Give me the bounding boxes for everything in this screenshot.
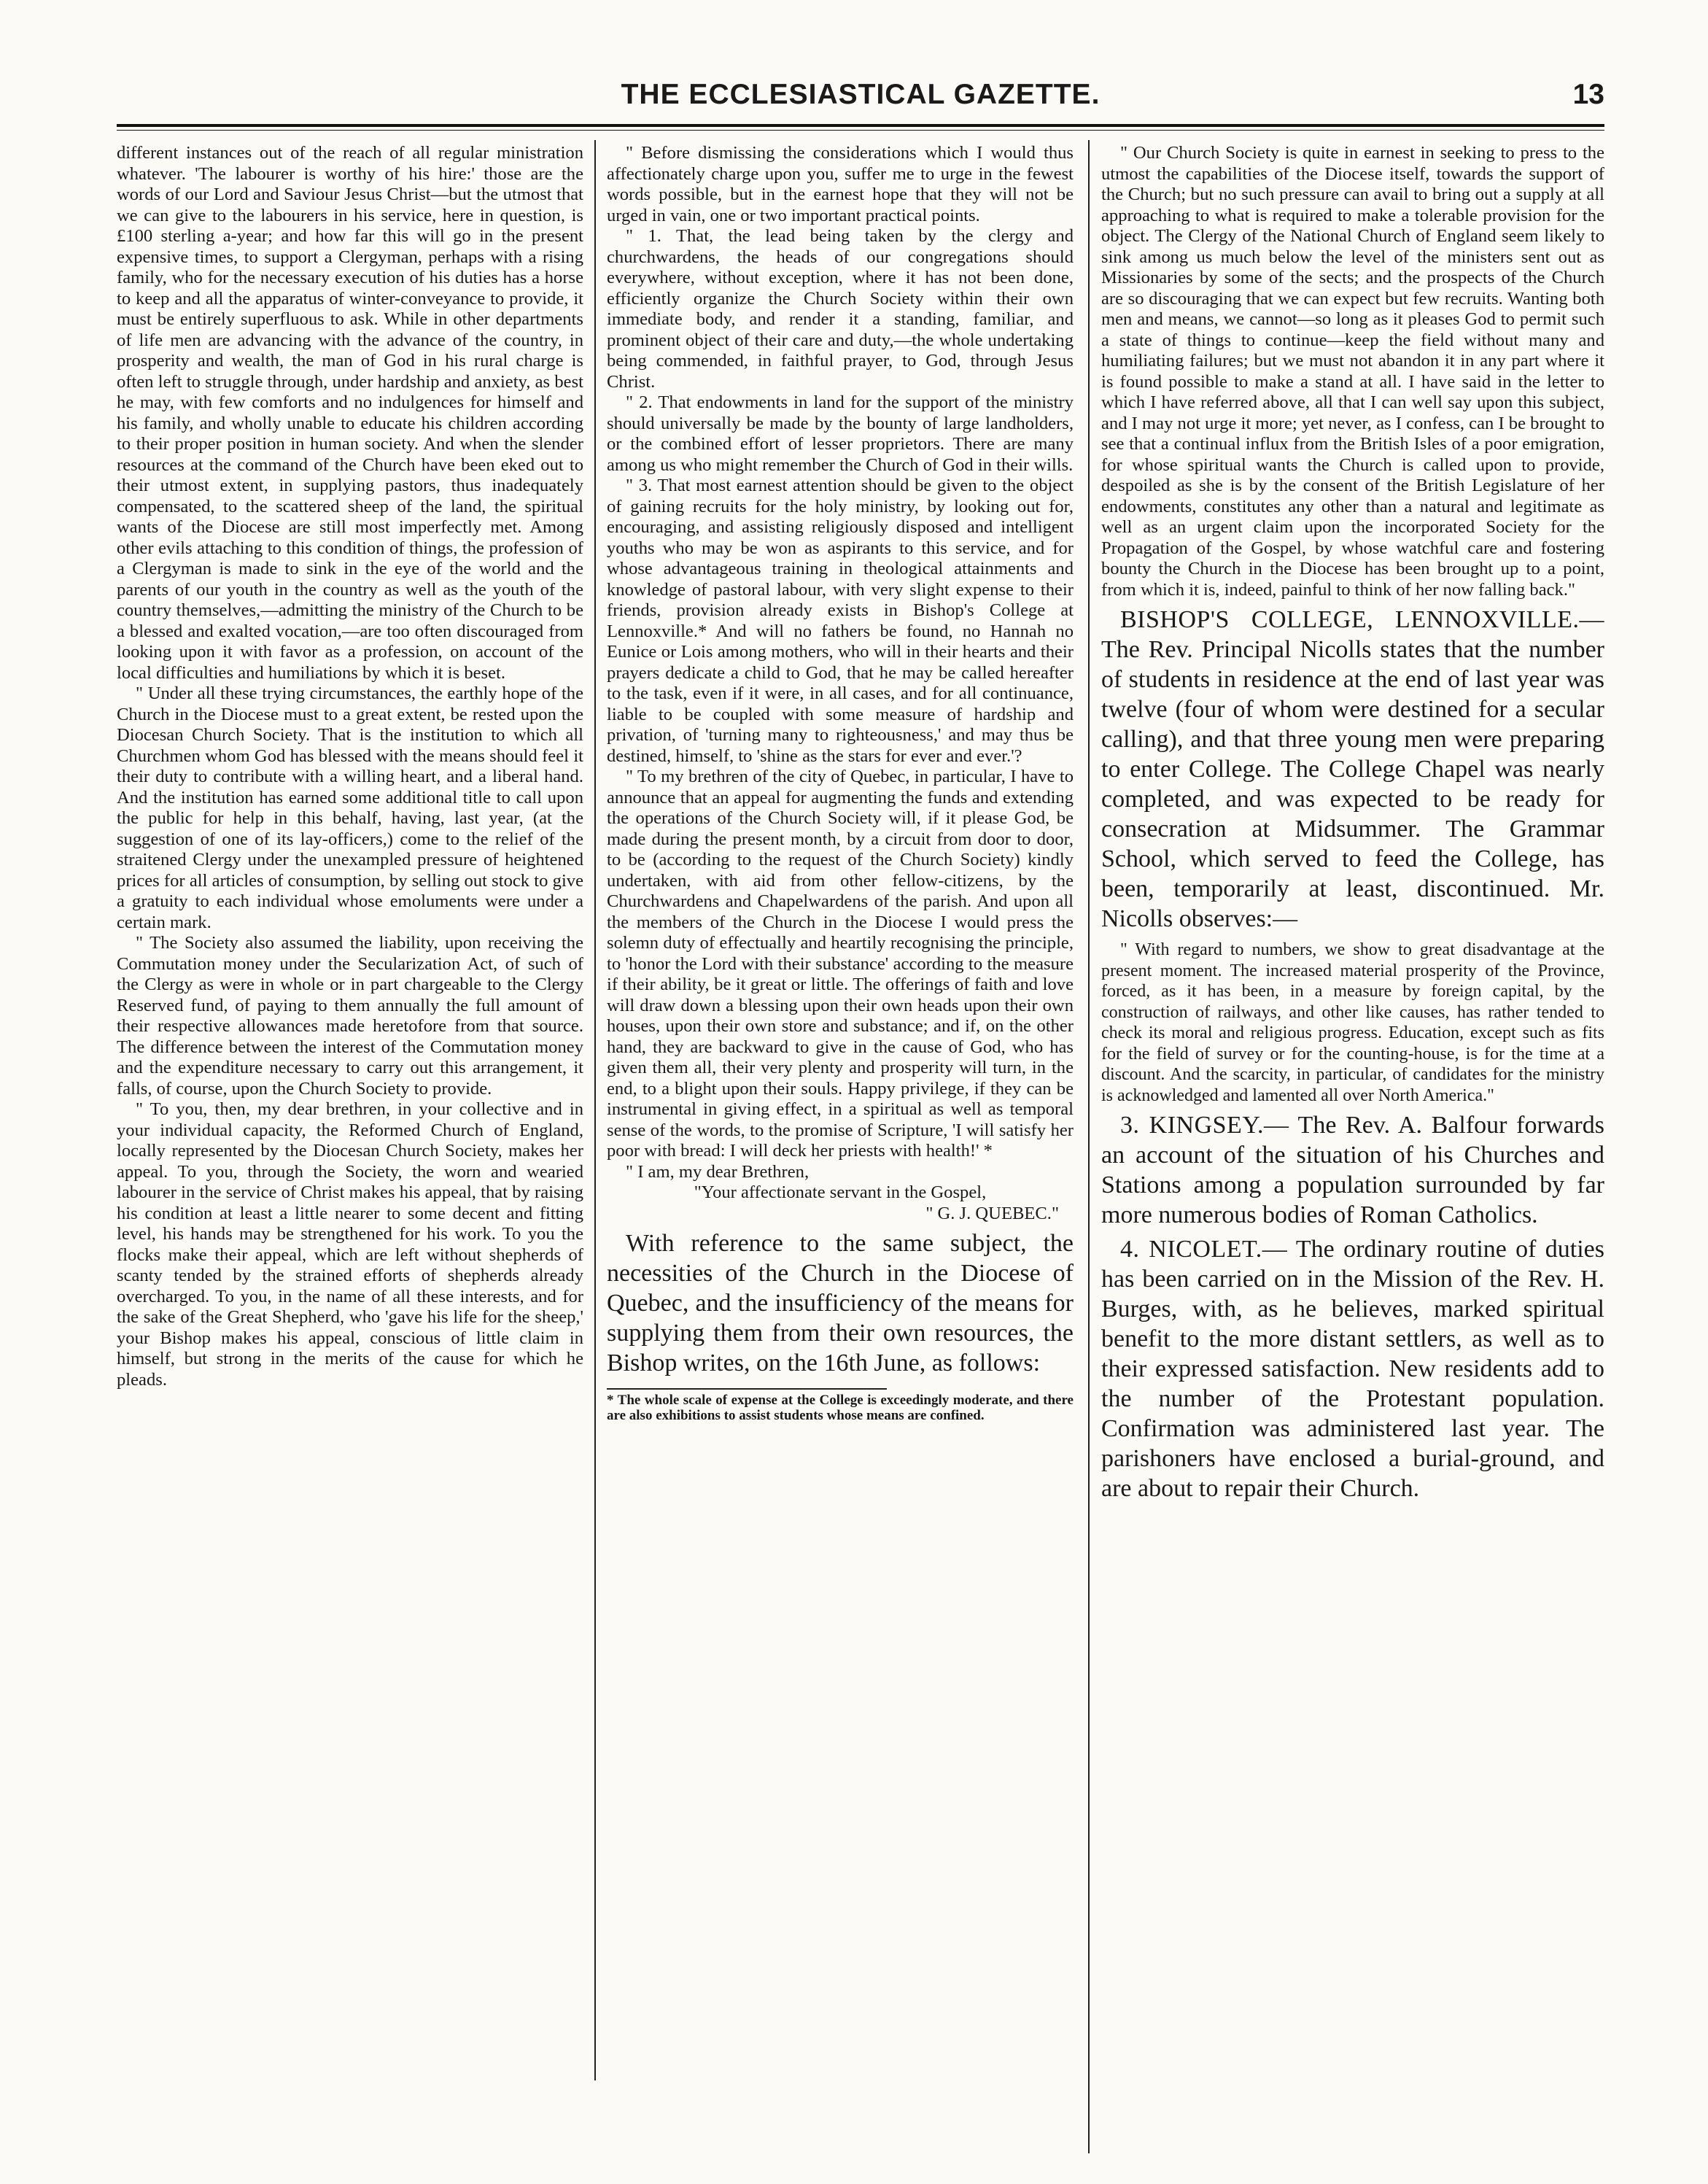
- column1-paragraph-1: different instances out of the reach of all regular ministration whatever. 'The labourer is worthy of his hire:' those are the words of our Lord and Saviour Jesus Christ—but the utmost that we can give to the labourers in his service, here in question, is £100 sterling a-year; and how far this will go in the present expensive times, to support a Clergyman, perhaps with a rising family, who for the necessary execution of his duties has a horse to keep and all the apparatus of winter-conveyance to provide, it must be entirely superfluous to ask. While in other departments of life men are advancing with the advance of the country, in prosperity and wealth, the man of God in his rural charge is often left to struggle through, under hardship and anxiety, as best he may, with few comforts and no indulgences for himself and his family, and wholly unable to educate his children according to their proper position in human society. And when the slender resources at the command of the Church have been eked out to their utmost extent, in supplying pastors, thus inadequately compensated, to the scattered sheep of the land, the spiritual wants of the Diocese are still most imperfectly met. Among other evils attaching to this condition of things, the profession of a Clergyman is made to sink in the eye of the world and the parents of our youth in the country as well as the youth of the country themselves,—admitting the ministry of the Church to be a blessed and exalted vocation,—are too often discouraged from looking upon it with favor as a profession, on account of the local difficulties and humiliations by which it is beset.: [117, 143, 583, 683]
- column-1: [117, 143, 583, 2140]
- letter-signature: " G. J. QUEBEC.": [925, 1203, 1059, 1223]
- column1-paragraph-2: " Under all these trying circumstances, the earthly hope of the Church in the Diocese must to a great extent, be rested upon the Diocesan Church Society. That is the institution to which all Churchmen whom God has blessed with the means should feel it their duty to contribute with a willing heart, and a liberal hand. And the institution has earned some additional title to call upon the public for help in this behalf, having, last year, (at the suggestion of one of its lay-officers,) come to the relief of the straitened Clergy under the unexampled pressure of heightened prices for all articles of consumption, by selling out stock to give a gratuity to each individual whose emoluments were under a certain mark.: [117, 684, 583, 932]
- kingsey-text: The Rev. A. Balfour forwards an account of the situation of his Churches and Stations among a population surrounded by far more numerous bodies of Roman Catholics.: [1101, 1112, 1604, 1228]
- column-divider-2: [1088, 140, 1090, 2153]
- editorial-paragraph: [607, 1228, 1074, 1378]
- bishops-college-heading: BISHOP'S COLLEGE, LENNOXVILLE.—: [1120, 606, 1604, 633]
- column-divider-1: [594, 140, 596, 2080]
- bishops-college-text: The Rev. Principal Nicolls states that the number of students in residence at the end of last year was twelve (four of whom were destined for a secular calling), and that three young men were preparing to enter College. The College Chapel was nearly completed, and was expected to be ready for consecration at Midsummer. The Grammar School, which served to feed the College, has been, temporarily at least, discontinued. Mr. Nicolls observes:—: [1101, 636, 1604, 932]
- kingsey-heading: 3. KINGSEY.—: [1120, 1112, 1289, 1139]
- bishops-college-section: [1101, 605, 1604, 934]
- column1-paragraph-4: " To you, then, my dear brethren, in your collective and in your individual capacity, the Reformed Church of England, locally represented by the Diocesan Church Society, makes her appeal. To you, through the Society, the worn and wearied labourer in the service of Christ makes his appeal, that by raising his condition at least a little nearer to some decent and fitting level, his hands may be strengthened for his work. To you the flocks make their appeal, which are left without shepherds of scanty tended by the strained efforts of shepherds already overcharged. To you, in the name of all these interests, and for the sake of the Great Shepherd, who 'gave his life for the sheep,' your Bishop makes his appeal, conscious of little claim in himself, but strong in the merits of the cause for which he pleads.: [117, 1099, 583, 1390]
- kingsey-section: [1101, 1110, 1604, 1230]
- column2-paragraph-2: " 1. That, the lead being taken by the clergy and churchwardens, the heads of our congregations should everywhere, without exception, where it has not been done, efficiently organize the Church Society within their own immediate body, and render it a standing, familiar, and prominent object of their care and duty,—the whole undertaking being commended, in faithful prayer, to God, through Jesus Christ.: [607, 226, 1074, 392]
- newspaper-title: THE ECCLESIASTICAL GAZETTE.: [621, 79, 1101, 110]
- masthead: [117, 79, 1604, 123]
- column2-paragraph-3: " 2. That endowments in land for the support of the ministry should universally be made by the bounty of large landholders, or the combined effort of lesser proprietors. There are many among us who might remember the Church of God in their wills.: [607, 392, 1074, 475]
- column1-paragraph-3: " The Society also assumed the liability, upon receiving the Commutation money under the Secularization Act, of such of the Clergy as were in whole or in part chargeable to the Clergy Reserved fund, of paying to them annually the full amount of their respective allowances made heretofore from that source. The difference between the interest of the Commutation money and the expenditure necessary to carry out this arrangement, it falls, of course, upon the Church Society to provide.: [117, 933, 583, 1099]
- header-rule-thin: [117, 130, 1604, 131]
- footnote-rule: [607, 1388, 887, 1390]
- footnote: * The whole scale of expense at the College is exceedingly moderate, and there are also exhibitions to assist students whose means are confined.: [607, 1393, 1074, 1423]
- nicolet-section: [1101, 1234, 1604, 1503]
- column-3: [1101, 143, 1604, 2140]
- column3-paragraph-1: " Our Church Society is quite in earnest in seeking to press to the utmost the capabilities of the Diocese itself, towards the support of the Church; but no such pressure can avail to bring out a supply at all approaching to what is required to make a tolerable provision for the object. The Clergy of the National Church of England seem likely to sink among us much below the level of the ministers sent out as Missionaries by some of the sects; and the prospects of the Church are so discouraging that we can expect but few recruits. Wanting both men and means, we cannot—so long as it pleases God to permit such a state of things to continue—keep the field without many and humiliating failures; but we must not abandon it in any part where it is found possible to make a stand at all. I have said in the letter to which I have referred above, all that I can well say upon this subject, and I may not urge it more; yet never, as I confess, can I be brought to see that a continual influx from the British Isles of a poor emigration, for whose spiritual wants the Church is called upon to provide, despoiled as she is by the consent of the British Legislature of her endowments, constitutes any other than a natural and legitimate as well as an urgent claim upon the incorporated Society for the Propagation of the Gospel, by whose watchful care and fostering bounty the Church in the Diocese has been brought up to a point, from which it is, indeed, painful to think of her now falling back.": [1101, 143, 1604, 600]
- nicolls-quote: " With regard to numbers, we show to great disadvantage at the present moment. The increased material prosperity of the Province, forced, as it has been, in a measure by foreign capital, by the construction of railways, and other like causes, has rather tended to check its moral and religious progress. Education, except such as fits for the field of survey or for the counting-house, is for the time at a discount. And the scarcity, in particular, of candidates for the ministry is acknowledged and lamented all over North America.": [1101, 940, 1604, 1105]
- nicolet-text: The ordinary routine of duties has been carried on in the Mission of the Rev. H. Burges, with, as he believes, marked spiritual benefit to the more distant settlers, as well as to their expressed satisfaction. New residents add to the number of the Protestant population. Confirmation was administered last year. The parishoners have enclosed a burial-ground, and are about to repair their Church.: [1101, 1236, 1604, 1502]
- column-2: [607, 143, 1074, 2140]
- header-rule: [117, 124, 1604, 127]
- column2-paragraph-4: " 3. That most earnest attention should be given to the object of gaining recruits for the holy ministry, by looking out for, encouraging, and assisting religiously disposed and intelligent youths who may be won as aspirants to this service, and for whose advantageous training in theological attainments and knowledge of pastoral labour, with very slight expense to their friends, provision already exists in Bishop's College at Lennoxville.* And will no fathers be found, no Hannah no Eunice or Lois among mothers, who will in their hearts and their prayers dedicate a child to God, that he may be called hereafter to the task, even if it were, in all cases, and for all continuance, liable to be coupled with some measure of hardship and privation, of 'turning many to righteousness,' and may thus be destined, himself, to 'shine as the stars for ever and ever.'?: [607, 476, 1074, 766]
- letter-valediction: "Your affectionate servant in the Gospel,: [694, 1182, 987, 1202]
- page-number: 13: [1572, 79, 1604, 110]
- column2-editorial-text: With reference to the same subject, the necessities of the Church in the Diocese of Quebec, and the insufficiency of the means for supplying them from their own resources, the Bishop writes, on the 16th June, as follows:: [607, 1230, 1074, 1376]
- nicolet-heading: 4. NICOLET.—: [1120, 1236, 1288, 1263]
- column2-paragraph-5: " To my brethren of the city of Quebec, in particular, I have to announce that an appeal for augmenting the funds and extending the operations of the Church Society will, if it please God, be made during the present month, by a circuit from door to door, to be (according to the request of the Church Society) kindly undertaken, with aid from other fellow-citizens, by the Churchwardens and Chapelwardens of the parish. And upon all the members of the Church in the Diocese I would press the solemn duty of effectually and heartily recognising the principle, to 'honor the Lord with their substance' according to the measure if their ability, be it great or little. The offerings of faith and love will draw down a blessing upon their own heads upon their own houses, upon their own store and substance; and if, on the other hand, they are backward to give in the cause of God, who has given them all, their very plenty and prosperity will turn, in the end, to a blight upon their souls. Happy privilege, if they can be instrumental in giving effect, in a spiritual as well as temporal sense of the words, to the promise of Scripture, 'I will satisfy her poor with bread: I will deck her priests with health!' *: [607, 767, 1074, 1161]
- column2-paragraph-1: " Before dismissing the considerations which I would thus affectionately charge upon you, suffer me to urge in the fewest words possible, but in the earnest hope that they will not be urged in vain, one or two important practical points.: [607, 143, 1074, 225]
- letter-closing: " I am, my dear Brethren,: [626, 1161, 810, 1182]
